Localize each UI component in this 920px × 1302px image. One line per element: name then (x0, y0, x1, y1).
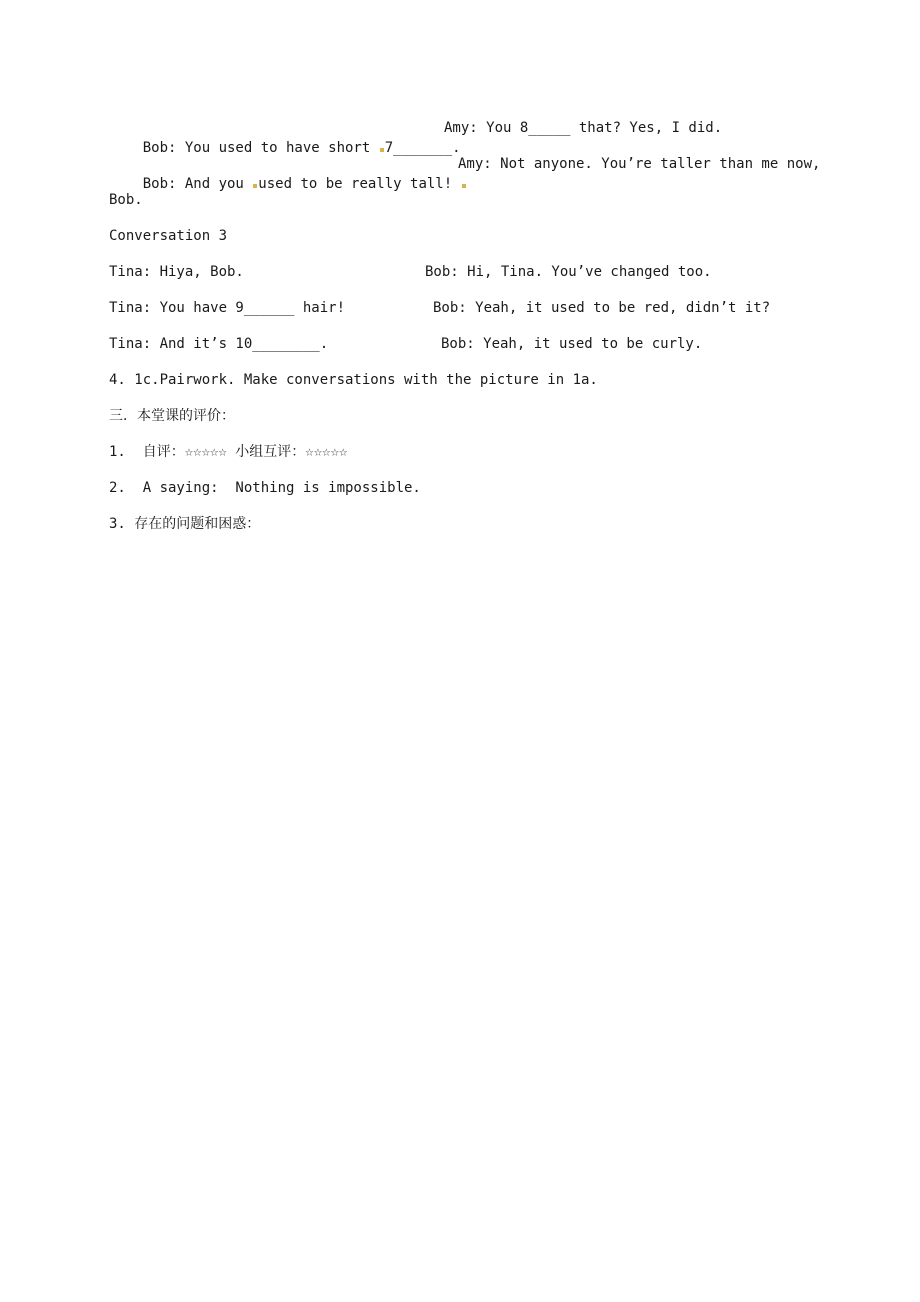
tina-line-hiya: Tina: Hiya, Bob. (109, 264, 244, 280)
tina-line-blank-9: Tina: You have 9______ hair! (109, 300, 346, 316)
amy-line-8: Amy: You 8_____ that? Yes, I did. (444, 120, 723, 136)
edit-marker (380, 148, 384, 152)
evaluation-problems: 3. 存在的问题和困惑： (109, 516, 261, 532)
bob-line-short: Bob: You used to have short (142, 140, 379, 156)
conversation2-line3: Bob. (109, 192, 143, 208)
tina-line-blank-10: Tina: And it’s 10________. (109, 336, 329, 352)
edit-marker (462, 184, 466, 188)
evaluation-heading: 三．本堂课的评价： (109, 408, 235, 424)
edit-marker (253, 184, 257, 188)
blank-7: 7_______. (384, 140, 461, 156)
bob-line-curly: Bob: Yeah, it used to be curly. (441, 336, 703, 352)
evaluation-self-rating: 1. 自评：☆☆☆☆☆ 小组互评：☆☆☆☆☆ (109, 444, 348, 460)
bob-line-tall-a: Bob: And you (142, 176, 253, 192)
task-4: 4. 1c.Pairwork. Make conversations with the picture in 1a. (109, 372, 598, 388)
conversation2-line2 (109, 154, 467, 192)
amy-line-taller: Amy: Not anyone. You’re taller than me now, (458, 156, 821, 172)
bob-line-changed: Bob: Hi, Tina. You’ve changed too. (425, 264, 712, 280)
evaluation-saying: 2. A saying: Nothing is impossible. (109, 480, 421, 496)
conversation2-line1 (109, 118, 461, 156)
bob-line-tall-b: used to be really tall! (258, 176, 461, 192)
conversation3-heading: Conversation 3 (109, 228, 228, 244)
bob-line-red: Bob: Yeah, it used to be red, didn’t it? (433, 300, 771, 316)
